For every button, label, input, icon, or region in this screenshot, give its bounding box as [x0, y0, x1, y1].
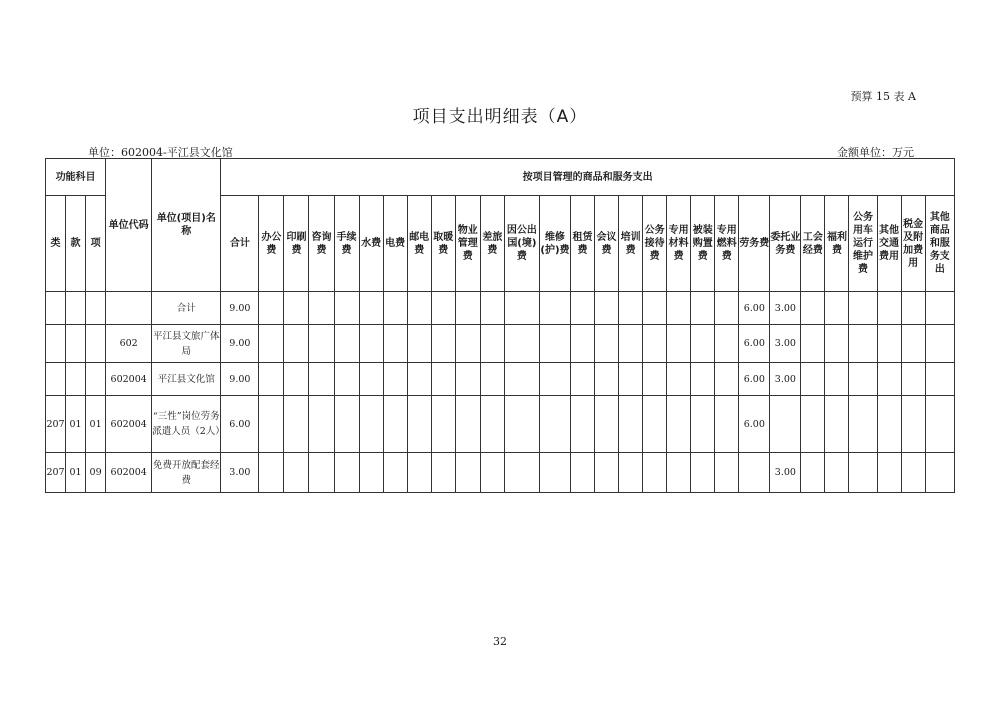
cell-empty — [801, 292, 825, 325]
cell-empty — [383, 453, 407, 493]
header-xiang: 项 — [86, 196, 106, 292]
cell-empty — [407, 292, 431, 325]
cell-xiang — [86, 363, 106, 396]
cell-empty — [619, 292, 643, 325]
cell-empty — [480, 396, 504, 453]
cell-lei: 207 — [46, 396, 66, 453]
cell-empty — [643, 325, 667, 363]
cell-empty — [359, 453, 383, 493]
cell-kuan: 01 — [66, 396, 86, 453]
cell-empty — [825, 396, 849, 453]
column-header: 公务接待费 — [643, 196, 667, 292]
cell-empty — [667, 325, 691, 363]
column-header: 合计 — [221, 196, 259, 292]
cell-empty — [901, 396, 925, 453]
cell-empty — [825, 292, 849, 325]
column-header: 租赁费 — [570, 196, 594, 292]
cell-empty — [284, 453, 309, 493]
cell-kuan — [66, 363, 86, 396]
cell-empty — [667, 396, 691, 453]
column-header: 会议费 — [595, 196, 619, 292]
cell-empty — [431, 363, 455, 396]
cell-empty — [715, 363, 739, 396]
header-goods-services: 按项目管理的商品和服务支出 — [221, 159, 955, 196]
cell-empty — [359, 396, 383, 453]
cell-empty — [383, 363, 407, 396]
cell-labor-fee: 6.00 — [739, 325, 770, 363]
cell-lei — [46, 325, 66, 363]
cell-empty — [383, 292, 407, 325]
cell-empty — [455, 363, 480, 396]
column-header: 印刷费 — [284, 196, 309, 292]
cell-empty — [455, 396, 480, 453]
page-title: 项目支出明细表（A） — [412, 107, 588, 127]
cell-empty — [570, 292, 594, 325]
cell-empty — [259, 363, 284, 396]
column-header: 专用材料费 — [667, 196, 691, 292]
cell-empty — [570, 325, 594, 363]
cell-empty — [877, 292, 901, 325]
cell-empty — [504, 453, 539, 493]
cell-empty — [715, 396, 739, 453]
cell-empty — [595, 325, 619, 363]
cell-empty — [849, 363, 877, 396]
column-header: 咨询费 — [309, 196, 334, 292]
cell-kuan — [66, 325, 86, 363]
cell-empty — [539, 453, 570, 493]
cell-empty — [539, 292, 570, 325]
cell-labor-fee: 6.00 — [739, 292, 770, 325]
unit-label: 单位：602004-平江县文化馆 — [88, 146, 233, 159]
cell-total: 9.00 — [221, 292, 259, 325]
cell-empty — [431, 396, 455, 453]
cell-empty — [455, 325, 480, 363]
column-header: 维修(护)费 — [539, 196, 570, 292]
cell-empty — [309, 453, 334, 493]
cell-empty — [504, 292, 539, 325]
cell-xiang: 01 — [86, 396, 106, 453]
cell-empty — [691, 396, 715, 453]
cell-unit-code: 602004 — [106, 453, 152, 493]
cell-empty — [619, 396, 643, 453]
cell-xiang — [86, 292, 106, 325]
header-kuan: 款 — [66, 196, 86, 292]
cell-empty — [619, 453, 643, 493]
column-header: 电费 — [383, 196, 407, 292]
column-header: 被装购置费 — [691, 196, 715, 292]
cell-empty — [595, 453, 619, 493]
cell-empty — [431, 292, 455, 325]
cell-empty — [595, 396, 619, 453]
cell-entrusted-fee: 3.00 — [770, 292, 801, 325]
cell-empty — [309, 325, 334, 363]
cell-lei: 207 — [46, 453, 66, 493]
table-row — [46, 396, 955, 453]
cell-empty — [825, 453, 849, 493]
cell-labor-fee: 6.00 — [739, 396, 770, 453]
table-row — [46, 453, 955, 493]
cell-empty — [925, 292, 954, 325]
cell-total: 9.00 — [221, 325, 259, 363]
cell-entrusted-fee: 3.00 — [770, 363, 801, 396]
header-lei: 类 — [46, 196, 66, 292]
table-row — [46, 325, 955, 363]
cell-empty — [925, 396, 954, 453]
cell-empty — [455, 292, 480, 325]
cell-empty — [455, 453, 480, 493]
cell-labor-fee — [739, 453, 770, 493]
cell-empty — [877, 363, 901, 396]
cell-entrusted-fee — [770, 396, 801, 453]
cell-empty — [691, 453, 715, 493]
cell-empty — [309, 396, 334, 453]
cell-empty — [359, 292, 383, 325]
cell-empty — [480, 453, 504, 493]
column-header: 培训费 — [619, 196, 643, 292]
cell-empty — [691, 363, 715, 396]
header-unit-code: 单位代码 — [106, 159, 152, 292]
cell-kuan — [66, 292, 86, 325]
cell-empty — [825, 325, 849, 363]
cell-entrusted-fee: 3.00 — [770, 325, 801, 363]
column-header: 公务用车运行维护费 — [849, 196, 877, 292]
cell-unit-name: 免费开放配套经费 — [152, 453, 221, 493]
cell-empty — [480, 325, 504, 363]
cell-empty — [359, 325, 383, 363]
cell-empty — [801, 396, 825, 453]
form-number: 预算 15 表 A — [850, 90, 916, 103]
cell-empty — [849, 453, 877, 493]
cell-empty — [480, 363, 504, 396]
cell-total: 9.00 — [221, 363, 259, 396]
cell-empty — [667, 292, 691, 325]
cell-empty — [925, 325, 954, 363]
cell-empty — [284, 325, 309, 363]
cell-empty — [877, 325, 901, 363]
cell-empty — [504, 325, 539, 363]
cell-empty — [691, 292, 715, 325]
column-header: 委托业务费 — [770, 196, 801, 292]
column-header: 手续费 — [334, 196, 359, 292]
cell-empty — [619, 363, 643, 396]
column-header: 因公出国(境)费 — [504, 196, 539, 292]
cell-empty — [334, 363, 359, 396]
cell-empty — [309, 292, 334, 325]
cell-empty — [877, 396, 901, 453]
cell-empty — [259, 396, 284, 453]
cell-empty — [901, 453, 925, 493]
page-number: 32 — [493, 635, 507, 648]
cell-unit-code: 602004 — [106, 396, 152, 453]
cell-empty — [383, 396, 407, 453]
cell-empty — [359, 363, 383, 396]
cell-empty — [407, 396, 431, 453]
cell-empty — [334, 396, 359, 453]
cell-lei — [46, 363, 66, 396]
cell-labor-fee: 6.00 — [739, 363, 770, 396]
cell-empty — [504, 363, 539, 396]
cell-empty — [643, 396, 667, 453]
cell-empty — [284, 363, 309, 396]
column-header: 工会经费 — [801, 196, 825, 292]
table-row — [46, 292, 955, 325]
table-row — [46, 363, 955, 396]
cell-empty — [901, 292, 925, 325]
cell-empty — [801, 363, 825, 396]
header-function-subject: 功能科目 — [46, 159, 106, 196]
cell-empty — [691, 325, 715, 363]
cell-empty — [619, 325, 643, 363]
cell-empty — [715, 292, 739, 325]
cell-empty — [539, 396, 570, 453]
column-header: 其他商品和服务支出 — [925, 196, 954, 292]
cell-empty — [259, 325, 284, 363]
cell-empty — [284, 396, 309, 453]
cell-empty — [715, 453, 739, 493]
cell-empty — [643, 453, 667, 493]
cell-total: 6.00 — [221, 396, 259, 453]
cell-empty — [407, 325, 431, 363]
expenditure-table — [45, 158, 955, 493]
cell-empty — [284, 292, 309, 325]
cell-empty — [849, 292, 877, 325]
cell-kuan: 01 — [66, 453, 86, 493]
cell-lei — [46, 292, 66, 325]
amount-unit-label: 金额单位：万元 — [837, 146, 914, 159]
cell-empty — [570, 453, 594, 493]
cell-empty — [431, 453, 455, 493]
column-header: 税金及附加费用 — [901, 196, 925, 292]
cell-unit-code: 602 — [106, 325, 152, 363]
cell-empty — [431, 325, 455, 363]
column-header: 专用燃料费 — [715, 196, 739, 292]
cell-empty — [849, 325, 877, 363]
cell-empty — [901, 325, 925, 363]
cell-unit-code — [106, 292, 152, 325]
cell-empty — [825, 363, 849, 396]
column-header: 差旅费 — [480, 196, 504, 292]
cell-empty — [334, 453, 359, 493]
cell-empty — [259, 292, 284, 325]
cell-empty — [925, 363, 954, 396]
header-unit-name: 单位(项目)名称 — [152, 159, 221, 292]
cell-unit-name: “三性”岗位劳务派遣人员（2人） — [152, 396, 221, 453]
cell-empty — [643, 363, 667, 396]
cell-empty — [334, 292, 359, 325]
cell-unit-name: 合计 — [152, 292, 221, 325]
cell-empty — [383, 325, 407, 363]
column-header: 邮电费 — [407, 196, 431, 292]
cell-empty — [570, 363, 594, 396]
column-header: 福利费 — [825, 196, 849, 292]
cell-unit-name: 平江县文化馆 — [152, 363, 221, 396]
cell-empty — [901, 363, 925, 396]
cell-empty — [539, 363, 570, 396]
cell-empty — [849, 396, 877, 453]
cell-empty — [877, 453, 901, 493]
column-header: 水费 — [359, 196, 383, 292]
cell-empty — [504, 396, 539, 453]
cell-empty — [595, 292, 619, 325]
cell-unit-code: 602004 — [106, 363, 152, 396]
column-header: 物业管理费 — [455, 196, 480, 292]
cell-empty — [643, 292, 667, 325]
cell-unit-name: 平江县文旅广体局 — [152, 325, 221, 363]
cell-empty — [925, 453, 954, 493]
cell-empty — [715, 325, 739, 363]
cell-entrusted-fee: 3.00 — [770, 453, 801, 493]
column-header: 办公费 — [259, 196, 284, 292]
cell-empty — [801, 453, 825, 493]
cell-empty — [595, 363, 619, 396]
column-header: 劳务费 — [739, 196, 770, 292]
cell-empty — [667, 363, 691, 396]
cell-empty — [570, 396, 594, 453]
cell-empty — [259, 453, 284, 493]
cell-empty — [667, 453, 691, 493]
cell-empty — [309, 363, 334, 396]
cell-total: 3.00 — [221, 453, 259, 493]
cell-empty — [407, 363, 431, 396]
column-header: 取暖费 — [431, 196, 455, 292]
cell-xiang: 09 — [86, 453, 106, 493]
cell-empty — [407, 453, 431, 493]
cell-empty — [334, 325, 359, 363]
column-header: 其他交通费用 — [877, 196, 901, 292]
cell-xiang — [86, 325, 106, 363]
cell-empty — [539, 325, 570, 363]
cell-empty — [480, 292, 504, 325]
cell-empty — [801, 325, 825, 363]
